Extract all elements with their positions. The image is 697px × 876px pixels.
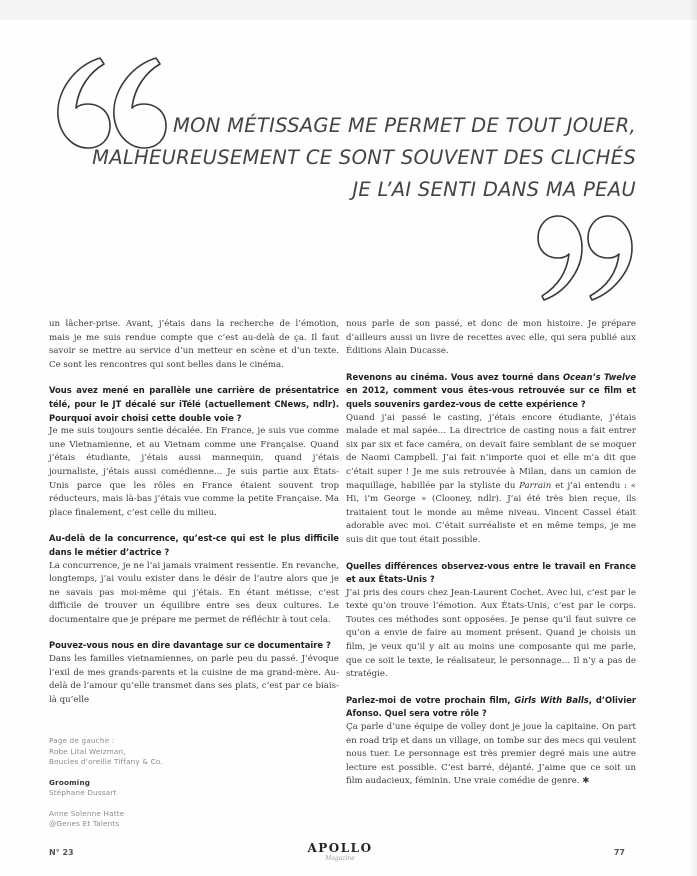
interview-answer: La concurrence, je ne l’ai jamais vraiment ressentie. En revanche, longtemps, j’ai voulu exister dans le désir de l’autre alors que je ne savais pas moi-même qui j’étais. En étant métisse, c’est difficile de trouver un équilibre entre ses deux cultures. Le documentaire que je prépare me permet de réfléchir à tout cela. bbox=[49, 560, 339, 625]
italic-title: Parrain bbox=[519, 480, 552, 491]
text-run: Revenons au cinéma. Vous avez tourné dans bbox=[346, 371, 564, 382]
interview-question bbox=[346, 371, 636, 412]
credit-line: Boucles d’oreille Tiffany & Co. bbox=[49, 757, 163, 766]
interview-question: Au-delà de la concurrence, qu’est-ce qui est le plus difficile dans le métier d’actrice ? bbox=[49, 533, 339, 557]
pull-quote bbox=[60, 110, 636, 206]
italic-title: Ocean’s Twelve bbox=[563, 371, 637, 382]
magazine-logo: APOLLO bbox=[307, 841, 373, 855]
page-number: 77 bbox=[613, 848, 625, 857]
credits-grooming bbox=[49, 778, 309, 799]
credit-line: Robe Lital Weizman, bbox=[49, 746, 126, 756]
interview-question: Vous avez mené en parallèle une carrière de présentatrice télé, pour le JT décalé sur iTélé (actuellement CNews, ndlr). Pourquoi avoir choisi cette double voie ? bbox=[49, 385, 339, 423]
pull-quote-line: MALHEUREUSEMENT CE SONT SOUVENT DES CLICHÉS bbox=[92, 146, 636, 169]
pull-quote-line: JE L’AI SENTI DANS MA PEAU bbox=[352, 178, 636, 201]
magazine-logo-subtitle: Magazine bbox=[325, 855, 355, 862]
page-top-edge bbox=[0, 0, 697, 20]
text-run: en 2012, comment vous êtes-vous retrouvée sur ce film et quels souvenirs gardez-vous de cette expérience ? bbox=[346, 385, 636, 409]
interview-answer: nous parle de son passé, et donc de mon histoire. Je prépare d’ailleurs aussi un livre de recettes avec elle, qui sera publié aux Éditions Alain Ducasse. bbox=[346, 319, 636, 357]
interview-question: Pouvez-vous nous en dire davantage sur ce documentaire ? bbox=[49, 640, 331, 651]
interview-answer: Dans les familles vietnamiennes, on parle peu du passé. J’évoque l’exil de mes grands-parents et la cuisine de ma grand-mère. Au-delà de l’amour qu’elle transmet dans ses plats, c’est par ce biais-là qu’elle bbox=[49, 654, 339, 705]
credit-line: Anne Solenne Hatte bbox=[49, 808, 125, 818]
text-run: et j’ai entendu : « Hi, i’m George » (Clooney, ndlr). J’ai été très bien reçue, ils traitaient tout le monde au même niveau. Vincent Cassel était adorable avec moi. C’était surréaliste et en même temps, je me suis dit que tout était possible. bbox=[346, 480, 636, 545]
article-column-left bbox=[49, 318, 339, 707]
credit-line: Page de gauche : bbox=[49, 736, 115, 745]
interview-answer bbox=[346, 412, 636, 548]
article-column-right bbox=[346, 318, 636, 789]
close-quote-icon bbox=[536, 212, 640, 306]
interview-question: Quelles différences observez-vous entre le travail en France et aux États-Unis ? bbox=[346, 560, 636, 585]
interview-answer: Je me suis toujours sentie décalée. En France, je suis vue comme une Vietnamienne, et au Vietnam comme une Française. Quand j’étais étudiante, j’étais aussi mannequin, quand j’étais journaliste, j’étais aussi comédienne… Je suis partie aux États-Unis parce que les rôles en France étaient souvent trop réducteurs, mais là-bas j’étais vue comme la petite Française. Ma place finalement, c’est celle du milieu. bbox=[49, 426, 339, 518]
credit-line: @Genes Et Talents bbox=[49, 819, 120, 828]
text-run: Parlez-moi de votre prochain film, bbox=[346, 694, 515, 705]
photo-credits bbox=[49, 736, 309, 840]
credit-line: Stéphane Dussart bbox=[49, 788, 117, 797]
credit-title: Grooming bbox=[49, 777, 91, 787]
page-right-edge-shadow bbox=[689, 0, 697, 876]
interview-answer: Ça parle d’une équipe de volley dont je joue la capitaine. On part en road trip et dans un village, on tombe sur des mecs qui veulent nous tuer. Le personnage est très premier degré mais une autre lecture est possible. C’est barré, déjanté. J’aime que ce soit un film audacieux, féminin. Une vraie comédie de genre. ✱ bbox=[346, 722, 636, 787]
interview-question bbox=[346, 694, 636, 721]
credits-agency bbox=[49, 809, 309, 830]
pull-quote-line: MON MÉTISSAGE ME PERMET DE TOUT JOUER, bbox=[172, 114, 636, 137]
credits-wardrobe bbox=[49, 736, 309, 768]
italic-title: Girls With Balls bbox=[514, 694, 589, 705]
text-run: Quand j’ai passé le casting, j’étais encore étudiante, j’étais malade et mal sapée… La directrice de casting nous a fait entrer six par six et face caméra, on devait faire semblant de se moquer de Naomi Campbell. J’ai fait n’importe quoi et elle m’a dit que c’était super ! Je me suis retrouvée à Milan, dans un camion de maquillage, habillée par la styliste du bbox=[346, 412, 636, 491]
interview-answer: J’ai pris des cours chez Jean-Laurent Cochet. Avec lui, c’est par le texte qu’on trouve l’émotion. Aux États-Unis, c’est par le corps. Toutes ces méthodes sont opposées. Je pense qu’il faut suivre ce qu’on a envie de faire au moment présent. Quand je choisis un film, je veux qu’il y ait au moins une composante qui me parle, que ce soit le texte, le réalisateur, le personnage… Il n’y a pas de stratégie. bbox=[346, 587, 636, 680]
interview-answer: un lâcher-prise. Avant, j’étais dans la recherche de l’émotion, mais je me suis rendue compte que c’est au-delà de ça. Il faut savoir se mettre au service d’un metteur en scène et d’un texte. Ce sont les rencontres qui sont belles dans le cinéma. bbox=[49, 319, 339, 370]
issue-number: N° 23 bbox=[49, 848, 74, 857]
text-run: , d’Olivier Afonso. Quel sera votre rôle ? bbox=[346, 694, 636, 719]
